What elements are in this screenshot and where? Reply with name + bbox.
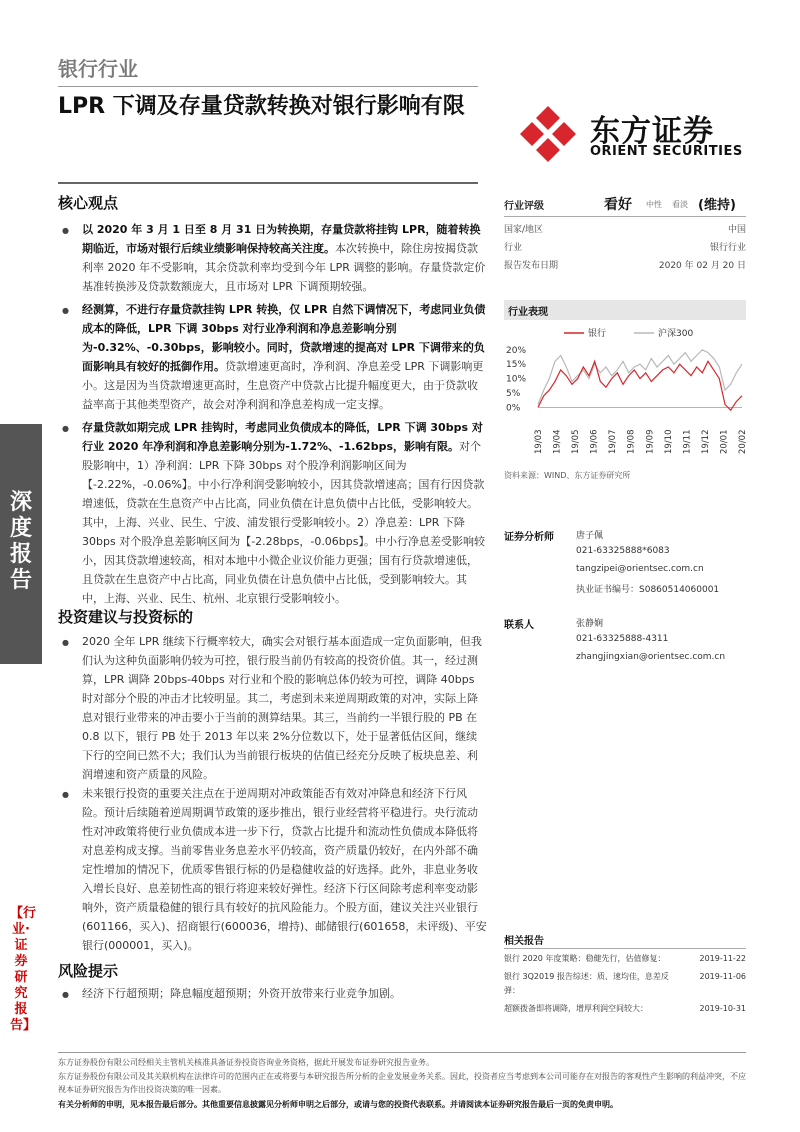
x-tick-label: 19/08 xyxy=(626,429,637,454)
x-tick-label: 19/06 xyxy=(589,429,600,454)
contact-role: 联系人 xyxy=(504,620,534,631)
core-title: 核心观点 xyxy=(58,194,119,212)
company-logo xyxy=(518,104,748,164)
perf-title: 行业表现 xyxy=(504,300,746,320)
rating-opt1: 中性 xyxy=(646,200,662,209)
related-item-title: 银行 3Q2019 报告综述：质、速均佳，息差反弹： xyxy=(504,972,669,995)
related-item-date: 2019-10-31 xyxy=(699,1004,746,1013)
meta-value: 中国 xyxy=(727,225,746,235)
series-line xyxy=(538,361,742,410)
x-tick-label: 19/03 xyxy=(534,429,544,454)
analyst-role: 证券分析师 xyxy=(504,532,554,543)
footer-line-1: 东方证券股份有限公司经相关主管机关核准具备证券投资咨询业务资格，据此开展发布证券研究报告业务。 xyxy=(58,1058,434,1067)
core-p3 xyxy=(82,418,488,608)
contact-phone: 021-63325888-4311 xyxy=(576,634,669,644)
core-p2-rest: 贷款增速更高时，净利润、净息差受 LPR 下调影响更小。这是因为当贷款增速更高时，生息资产中贷款占比提升幅度更大，由于贷款收益率高于其他类型资产，故会对净利润和净息差构成一定支撑。 xyxy=(82,360,484,411)
related-item[interactable] xyxy=(504,1002,746,1016)
analyst-block xyxy=(504,528,746,598)
rating-value: 看好 xyxy=(604,197,632,213)
related-item-date: 2019-11-22 xyxy=(699,954,746,963)
y-tick-label: 20% xyxy=(506,345,527,356)
rating-opt2: 看淡 xyxy=(672,200,688,209)
bullet-icon: ● xyxy=(62,226,69,235)
analyst-phone: 021-63325888*6083 xyxy=(576,546,670,556)
core-p1-bold: 以 2020 年 3 月 1 日至 8 月 31 日为转换期，存量贷款将挂钩 LPR，随着转换期临近，市场对银行后续业绩影响保持较高关注度。 xyxy=(82,223,481,255)
x-tick-label: 19/11 xyxy=(682,429,693,454)
report-title: LPR 下调及存量贷款转换对银行影响有限 xyxy=(58,94,465,119)
meta-key: 行业 xyxy=(504,243,523,253)
related-item-date: 2019-11-06 xyxy=(699,972,746,981)
rating-divider xyxy=(504,216,746,217)
y-tick-label: 5% xyxy=(506,388,521,399)
meta-row xyxy=(504,258,746,271)
report-type-label: 深度报告 xyxy=(9,490,32,593)
related-item[interactable] xyxy=(504,970,674,998)
core-p3-bold: 存量贷款如期完成 LPR 挂钩时，考虑同业负债成本的降低，LPR 下调 30bps 对行业 2020 年净利润和净息差影响分别为-1.72%、-1.62bps，影响有限。 xyxy=(82,421,483,453)
related-item[interactable] xyxy=(504,952,746,966)
industry-label: 银行行业 xyxy=(58,57,138,81)
analyst-email[interactable]: tangzipei@orientsec.com.cn xyxy=(576,564,704,574)
chart-source: 资料来源：WIND、东方证券研究所 xyxy=(504,471,631,480)
contact-email[interactable]: zhangjingxian@orientsec.com.cn xyxy=(576,652,726,662)
footer-line-2: 东方证券股份有限公司及其关联机构在法律许可的范围内正在或将要与本研究报告所分析的企业发展业务关系。因此，投资者应当考虑到本公司可能存在对报告的客观性产生影响的利益冲突，不应视本证券研究报告为作出投资决策的唯一因素。 xyxy=(58,1072,746,1094)
analyst-name: 唐子佩 xyxy=(576,531,604,541)
logo-en-text: ORIENT SECURITIES xyxy=(590,144,743,159)
meta-value: 银行行业 xyxy=(709,243,746,253)
core-p1-rest: 本次转换中，除住房按揭贷款利率 2020 年不受影响，其余贷款利率均受到今年 LPR 调整的影响。存量贷款定价基准转换涉及贷款数额庞大，且市场对 LPR 下调预期较强。 xyxy=(82,242,486,293)
risk-title: 风险提示 xyxy=(58,962,119,980)
x-tick-label: 20/02 xyxy=(738,429,748,454)
x-tick-label: 19/07 xyxy=(608,429,619,454)
x-tick-label: 19/09 xyxy=(645,429,656,454)
rating-row xyxy=(504,194,746,214)
bullet-icon: ● xyxy=(62,306,69,315)
footer-divider xyxy=(58,1052,746,1053)
risk-p1: 经济下行超预期；降息幅度超预期；外资开放带来行业竞争加剧。 xyxy=(82,987,401,1000)
y-tick-label: 15% xyxy=(506,360,527,371)
y-tick-label: 10% xyxy=(506,374,527,385)
core-p3-rest: 对个股影响中，1）净利润：LPR 下降 30bps 对个股净利润影响区间为【-2.22%，-0.06%】。中小行净利润受影响较小，因其贷款增速高；国有行因贷款增速低，贷款在生息资产中占比高，同业负债在计息负债中占比低，受影响较大。其中，上海、兴业、民生、宁波、浦发银行受影响较小。2）净息差：LPR 下降 30bps 对个股净息差影响区间为【-2.28bps，-0.06bps】。中小行净息差受影响较小，因其贷款增速较高，相对本地中小微企业议价能力更强；国有行贷款增速低，且贷款在生息资产中占比高，同业负债在计息负债中占比低，受到影响较大。其中，上海、兴业、民生、杭州、北京银行受影响较小。 xyxy=(82,440,486,605)
bullet-icon: ● xyxy=(62,424,69,433)
invest-title: 投资建议与投资标的 xyxy=(58,608,194,626)
x-tick-label: 19/04 xyxy=(552,429,563,454)
invest-p1: 2020 全年 LPR 继续下行概率较大，确实会对银行基本面造成一定负面影响，但我们认为这种负面影响仍较为可控，银行股当前仍有较高的投资价值。其一，经过测算，LPR 调降 20bps-40bps 对行业和个股的影响总体仍较为可控，调降 40bps 时对部分个股的冲击才比较明显。其二，考虑到未来逆周期政策的对冲，实际上降息对银行业带来的冲击要小于当前的测算结果。其三，当前约一半银行股的 PB 在 0.8 以下，银行 PB 处于 2013 年以来 2%分位数以下，处于显著低估区间，继续下行的空间已然不大；我们认为当前银行板块的估值已经充分反映了板块息差、利润增速和资产质量的风险。 xyxy=(82,635,482,781)
series-line xyxy=(538,350,742,405)
logo-mark-icon xyxy=(518,104,578,164)
x-tick-label: 20/01 xyxy=(719,429,730,454)
bullet-icon: ● xyxy=(62,990,69,999)
title-divider-bottom xyxy=(58,182,478,184)
invest-p2: 未来银行投资的重要关注点在于逆周期对冲政策能否有效对冲降息和经济下行风险。预计后续随着逆周期调节政策的逐步推出，银行业经营将平稳进行。央行流动性对冲政策将使行业负债成本进一步下行，贷款占比提升和流动性负债成本降低将对息差构成支撑。当前零售业务息差水平仍较高，资产质量仍较好，在内外部不确定性增加的情况下，优质零售银行标的仍是稳健收益的好选择。此外，非息业务收入增长良好、息差韧性高的银行将迎来较好弹性。经济下行区间除考虑利率变动影响外，资产质量稳健的银行具有较好的抗风险能力。个股方面，建议关注兴业银行(601166，买入)、招商银行(600036，增持)、邮储银行(601658，未评级)、平安银行(000001，买入)。 xyxy=(82,787,487,952)
y-tick-label: 0% xyxy=(506,403,521,414)
bullet-icon: ● xyxy=(62,638,69,647)
analyst-cert: 执业证书编号：S0860514060001 xyxy=(576,585,720,595)
rating-label: 行业评级 xyxy=(504,201,544,212)
legend-label: 银行 xyxy=(588,329,607,339)
related-item-title: 银行 2020 年度策略：稳健先行，估值修复： xyxy=(504,954,666,963)
meta-key: 国家/地区 xyxy=(504,225,544,235)
category-label: 【行业·证券研究报告】 xyxy=(10,906,37,1033)
contact-name: 张静娴 xyxy=(576,619,604,629)
meta-key: 报告发布日期 xyxy=(504,261,559,271)
core-p2-bold: 经测算，不进行存量贷款挂钩 LPR 转换，仅 LPR 自然下调情况下，考虑同业负债成本的降低，LPR 下调 30bps 对行业净利润和净息差影响分别为-0.32%、-0.30bps，影响较小。同时，贷款增速的提高对 LPR 下调带来的负面影响具有较好的抵御作用。 xyxy=(82,303,486,373)
rating-status: (维持) xyxy=(698,198,736,213)
related-title: 相关报告 xyxy=(504,936,544,947)
core-p1 xyxy=(82,220,488,296)
contact-block xyxy=(504,616,746,666)
footer-line-3: 有关分析师的申明，见本报告最后部分。其他重要信息披露见分析师申明之后部分，或请与您的投资代表联系。并请阅读本证券研究报告最后一页的免责申明。 xyxy=(58,1100,618,1109)
core-p2 xyxy=(82,300,488,414)
meta-row xyxy=(504,240,746,253)
performance-chart xyxy=(504,326,746,462)
title-divider-top xyxy=(58,86,478,87)
related-item-title: 超额拨备即将调降，增厚利润空间较大： xyxy=(504,1004,648,1013)
related-divider xyxy=(504,948,746,949)
meta-value: 2020 年 02 月 20 日 xyxy=(658,261,746,271)
legend-label: 沪深300 xyxy=(658,329,694,339)
x-tick-label: 19/10 xyxy=(663,429,674,454)
meta-row xyxy=(504,222,746,235)
logo-cn-text: 东方证券 xyxy=(590,114,714,149)
bullet-icon: ● xyxy=(62,790,69,799)
x-tick-label: 19/05 xyxy=(571,429,582,454)
x-tick-label: 19/12 xyxy=(700,429,711,454)
